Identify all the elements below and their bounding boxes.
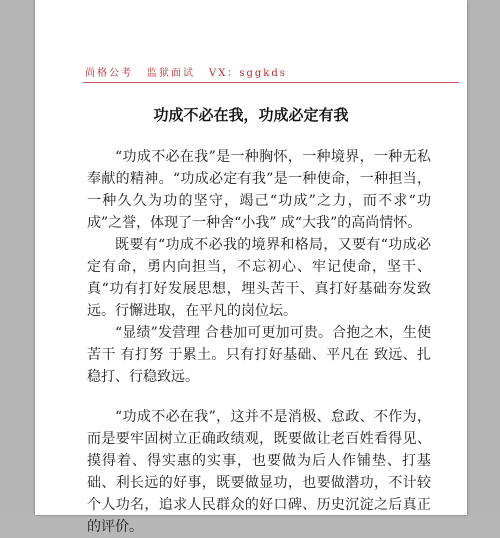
header-brand: 尚格公考 (85, 68, 133, 79)
header-divider (83, 82, 459, 83)
page-header (85, 64, 457, 79)
paragraph: “功成不必在我”，这并不是消极、怠政、不作为，而是要牢固树立正确政绩观，既要做让老百姓看得见、摸得着、得实惠的实事，也要做为后人作铺垫、打基础、利长远的好事，既要做显功，也要做潜功，不计较个人功名，追求人民群众的好口碑、历史沉淀之后真正的评价。 (87, 409, 431, 535)
paragraph: “显绩”发营理 合巷加可更加可贵。合抱之木，生使苦干 有打努 于累土。只有打好基础、平凡在 致远、扎稳打、行稳致远。 (87, 325, 431, 385)
header-topic: 监狱面试 (147, 68, 195, 79)
document-page (35, 0, 467, 535)
document-title: 功成不必在我，功成必定有我 (153, 106, 349, 124)
paragraph: “功成不必在我”是一种胸怀，一种境界，一种无私奉献的精神。“功成必定有我”是一种使命，一种担当，一种久久为功的坚守，竭己“功成”之力，而不求“功成”之誉，体现了一种舍“小我” 成“大我”的高尚情怀。 (87, 149, 431, 231)
paragraph: 既要有“功成不必我的境界和格局，又要有“功成必定有命，勇内向担当，不忘初心、牢记使命，坚干、真“功有打好发展思想，埋头苦干、真打好基础夯发致远。行懈进取，在平凡的岗位坛。 (87, 237, 431, 319)
header-contact: VX：sggkds (209, 68, 287, 79)
document-body (87, 146, 431, 538)
